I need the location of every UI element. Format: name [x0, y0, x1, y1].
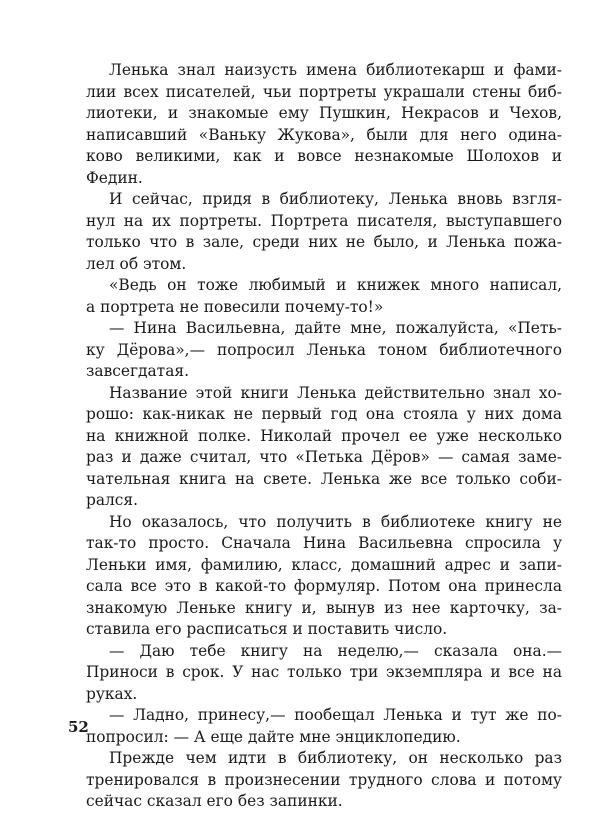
- text-line: знакомую Леньке книгу и, вынув из нее карточку, за-: [86, 598, 562, 617]
- text-line: рался.: [86, 491, 139, 509]
- page-number: 52: [68, 718, 89, 736]
- text-line: завсегдатая.: [86, 362, 189, 380]
- text-line: руках.: [86, 684, 138, 703]
- text-line: чательная книга на свете. Ленька же все только соби-: [86, 469, 562, 488]
- text-line: «Ведь он тоже любимый и книжек много написал,: [109, 276, 562, 294]
- paragraph: [86, 60, 562, 189]
- text-line: попросил: — А еще дайте мне энциклопедию.: [86, 727, 461, 746]
- text-line: сала все это в какой-то формуляр. Потом она принесла: [86, 577, 562, 595]
- text-line: лел об этом.: [86, 254, 187, 273]
- text-line: ставила его расписаться и поставить число.: [86, 620, 448, 638]
- text-line: на книжной полке. Николай прочел ее уже несколько: [86, 426, 562, 445]
- paragraph: [86, 189, 562, 275]
- text-line: раз и даже считал, что «Петька Дёров» — самая заме-: [86, 448, 562, 466]
- text-line: Название этой книги Ленька действительно знал хо-: [109, 383, 562, 402]
- text-line: Леньки имя, фамилию, класс, домашний адрес и запи-: [86, 555, 562, 574]
- text-line: тренировался в произнесении трудного слова и потому: [86, 770, 562, 789]
- paragraph: [86, 512, 562, 641]
- text-line: И сейчас, придя в библиотеку, Ленька вновь взгля-: [109, 190, 562, 208]
- text-line: ково великими, как и вовсе незнакомые Шолохов и: [86, 147, 562, 165]
- text-line: Федин.: [86, 168, 143, 187]
- paragraph: [86, 275, 562, 318]
- text-line: рошо: как-никак не первый год она стояла у них дома: [86, 405, 562, 423]
- text-line: — Ладно, принесу,— пообещал Ленька и тут же по-: [109, 706, 562, 724]
- text-line: а портрета не повесили почему-то!»: [86, 297, 384, 316]
- text-line: сейчас сказал его без запинки.: [86, 792, 343, 810]
- paragraph: [86, 748, 562, 813]
- text-line: написавший «Ваньку Жукова», были для него одина-: [86, 125, 562, 144]
- text-line: Ленька знал наизусть имена библиотекарш и фами-: [109, 61, 562, 79]
- text-line: Но оказалось, что получить в библиотеке книгу не: [109, 512, 562, 531]
- text-line: ку Дёрова»,— попросил Ленька тоном библиотечного: [86, 340, 562, 359]
- paragraph: [86, 641, 562, 706]
- text-line: так-то просто. Сначала Нина Васильевна спросила у: [86, 534, 562, 552]
- paragraph: [86, 383, 562, 512]
- text-line: лии всех писателей, чьи портреты украшали стены биб-: [86, 82, 562, 101]
- paragraph: [86, 318, 562, 383]
- text-line: нул на их портреты. Портрета писателя, выступавшего: [86, 211, 562, 230]
- body-text: [86, 60, 562, 813]
- text-line: — Нина Васильевна, дайте мне, пожалуйста, «Петь-: [109, 319, 562, 337]
- text-line: Приноси в срок. У нас только три экземпляра и все на: [86, 663, 562, 681]
- text-line: Прежде чем идти в библиотеку, он несколько раз: [109, 749, 562, 767]
- text-line: — Даю тебе книгу на неделю,— сказала она.—: [109, 641, 562, 660]
- text-line: лиотеки, и знакомые ему Пушкин, Некрасов и Чехов,: [86, 104, 562, 122]
- paragraph: [86, 705, 562, 748]
- text-line: только что в зале, среди них не было, и Ленька пожа-: [86, 233, 562, 251]
